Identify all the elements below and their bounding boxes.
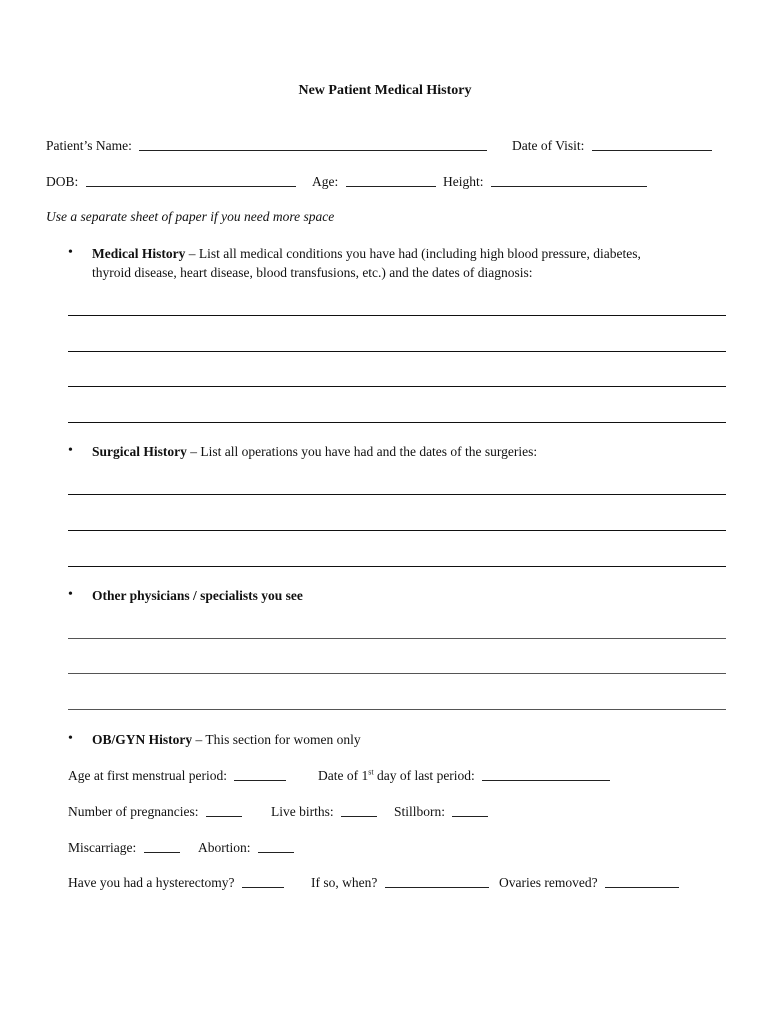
if-so-when-row xyxy=(311,874,489,891)
obgyn-history-line xyxy=(92,732,361,748)
ovaries-removed-label: Ovaries removed? xyxy=(499,875,598,890)
date-of-visit-field[interactable] xyxy=(592,138,712,151)
ovaries-removed-row xyxy=(499,874,679,891)
form-title: New Patient Medical History xyxy=(298,83,472,98)
abortion-field[interactable] xyxy=(258,840,294,853)
live-births-row xyxy=(271,803,377,820)
last-period-field[interactable] xyxy=(482,768,610,781)
surgical-answer-line-1[interactable] xyxy=(68,494,726,495)
surgical-answer-line-2[interactable] xyxy=(68,530,726,531)
medical-answer-line-1[interactable] xyxy=(68,315,726,316)
physicians-answer-line-3[interactable] xyxy=(68,709,726,710)
patient-name-field[interactable] xyxy=(139,138,487,151)
dob-label: DOB: xyxy=(46,174,79,189)
ovaries-removed-field[interactable] xyxy=(605,875,679,888)
last-period-row xyxy=(318,767,610,784)
instruction-text: Use a separate sheet of paper if you need more space xyxy=(46,209,335,224)
if-so-when-field[interactable] xyxy=(385,875,489,888)
height-row xyxy=(443,173,647,190)
surgical-history-line xyxy=(92,444,537,460)
stillborn-label: Stillborn: xyxy=(394,804,446,819)
age-field[interactable] xyxy=(346,174,436,187)
medical-answer-line-3[interactable] xyxy=(68,386,726,387)
miscarriage-row xyxy=(68,839,180,856)
pregnancies-row xyxy=(68,803,242,820)
bullet-medical: • xyxy=(68,245,73,260)
surgical-answer-line-3[interactable] xyxy=(68,566,726,567)
date-of-visit-label: Date of Visit: xyxy=(512,138,585,153)
age-label: Age: xyxy=(312,174,339,189)
abortion-label: Abortion: xyxy=(198,840,251,855)
medical-history-line2: thyroid disease, heart disease, blood transfusions, etc.) and the dates of diagnosis: xyxy=(92,265,533,280)
patient-name-row xyxy=(46,137,487,154)
dob-field[interactable] xyxy=(86,174,296,187)
miscarriage-label: Miscarriage: xyxy=(68,840,137,855)
stillborn-field[interactable] xyxy=(452,804,488,817)
physicians-answer-line-2[interactable] xyxy=(68,673,726,674)
age-first-period-label: Age at first menstrual period: xyxy=(68,768,227,783)
age-row xyxy=(312,173,436,190)
hysterectomy-label: Have you had a hysterectomy? xyxy=(68,875,235,890)
live-births-label: Live births: xyxy=(271,804,334,819)
physicians-answer-line-1[interactable] xyxy=(68,638,726,639)
abortion-row xyxy=(198,839,294,856)
live-births-field[interactable] xyxy=(341,804,377,817)
hysterectomy-row xyxy=(68,874,284,891)
miscarriage-field[interactable] xyxy=(144,840,180,853)
obgyn-history-heading: OB/GYN History xyxy=(92,732,193,747)
hysterectomy-field[interactable] xyxy=(242,875,284,888)
medical-answer-line-4[interactable] xyxy=(68,422,726,423)
age-first-period-row xyxy=(68,767,286,784)
bullet-surgical: • xyxy=(68,443,73,458)
physicians-heading: Other physicians / specialists you see xyxy=(92,588,303,603)
last-period-label-pre: Date of 1 xyxy=(318,768,369,783)
medical-history-text: – List all medical conditions you have had (including high blood pressure, diabetes, xyxy=(185,246,641,261)
obgyn-history-text: – This section for women only xyxy=(192,732,361,747)
bullet-obgyn: • xyxy=(68,731,73,746)
date-of-visit-row xyxy=(512,137,712,154)
height-field[interactable] xyxy=(491,174,647,187)
medical-answer-line-2[interactable] xyxy=(68,351,726,352)
patient-name-label: Patient’s Name: xyxy=(46,138,132,153)
bullet-physicians: • xyxy=(68,587,73,602)
surgical-history-text: – List all operations you have had and the dates of the surgeries: xyxy=(186,444,538,459)
age-first-period-field[interactable] xyxy=(234,768,286,781)
surgical-history-heading: Surgical History xyxy=(92,444,187,459)
dob-row xyxy=(46,173,296,190)
stillborn-row xyxy=(394,803,488,820)
last-period-label-sup: st xyxy=(368,767,374,777)
height-label: Height: xyxy=(443,174,484,189)
medical-history-heading: Medical History xyxy=(92,246,186,261)
pregnancies-label: Number of pregnancies: xyxy=(68,804,199,819)
pregnancies-field[interactable] xyxy=(206,804,242,817)
medical-history-line1 xyxy=(92,246,641,262)
last-period-label-post: day of last period: xyxy=(373,768,475,783)
if-so-when-label: If so, when? xyxy=(311,875,378,890)
